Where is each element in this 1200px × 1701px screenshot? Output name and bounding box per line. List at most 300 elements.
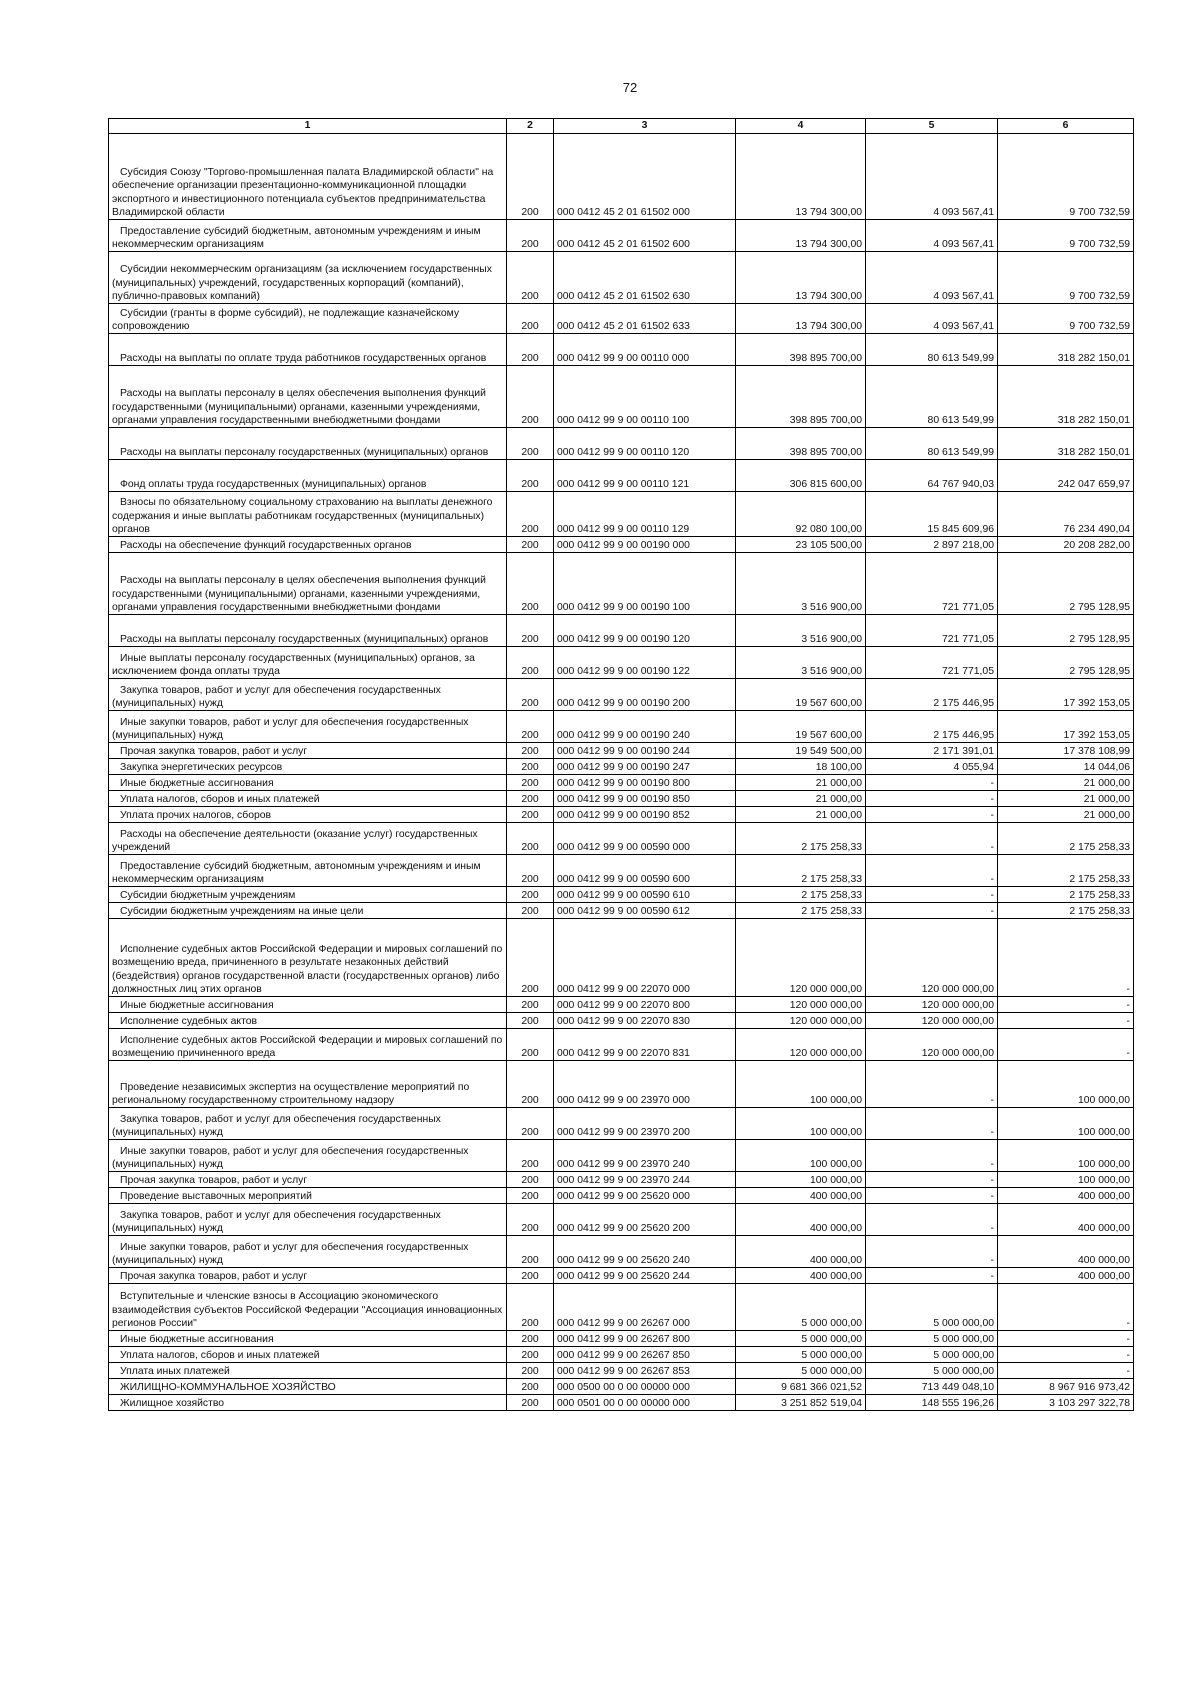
expense-name-cell: Иные выплаты персоналу государственных (муниципальных) органов, за исключением фонда оплаты труда — [109, 647, 507, 679]
executed-amount-cell: 2 897 218,00 — [866, 537, 998, 553]
header-col-4: 4 — [736, 119, 866, 134]
line-code-cell: 200 — [507, 791, 554, 807]
table-row — [109, 537, 1134, 553]
budget-classification-code-cell: 000 0412 99 9 00 25620 000 — [554, 1188, 736, 1204]
budget-classification-code-cell: 000 0412 99 9 00 00190 800 — [554, 775, 736, 791]
executed-amount-cell: 4 093 567,41 — [866, 304, 998, 334]
executed-amount-cell: - — [866, 1140, 998, 1172]
unexecuted-amount-cell: 21 000,00 — [998, 791, 1134, 807]
expense-name-cell: Жилищное хозяйство — [109, 1395, 507, 1411]
expense-name-cell: Расходы на выплаты персоналу государственных (муниципальных) органов — [109, 428, 507, 460]
line-code-cell: 200 — [507, 1347, 554, 1363]
executed-amount-cell: - — [866, 1061, 998, 1108]
executed-amount-cell: - — [866, 807, 998, 823]
budget-classification-code-cell: 000 0412 45 2 01 61502 000 — [554, 134, 736, 220]
table-row — [109, 887, 1134, 903]
line-code-cell: 200 — [507, 679, 554, 711]
executed-amount-cell: 120 000 000,00 — [866, 997, 998, 1013]
executed-amount-cell: - — [866, 903, 998, 919]
approved-amount-cell: 21 000,00 — [736, 807, 866, 823]
table-row — [109, 1347, 1134, 1363]
table-row — [109, 1061, 1134, 1108]
table-row — [109, 492, 1134, 537]
header-col-3: 3 — [554, 119, 736, 134]
expense-name-cell: Уплата налогов, сборов и иных платежей — [109, 1347, 507, 1363]
budget-classification-code-cell: 000 0412 99 9 00 22070 830 — [554, 1013, 736, 1029]
expense-name-cell: Расходы на выплаты персоналу в целях обеспечения выполнения функций государственными (муниципальными) органами, казенными учреждениями, органами управления государственными внебюджетными фондами — [109, 366, 507, 428]
executed-amount-cell: 2 175 446,95 — [866, 679, 998, 711]
executed-amount-cell: - — [866, 791, 998, 807]
line-code-cell: 200 — [507, 1061, 554, 1108]
unexecuted-amount-cell: 2 175 258,33 — [998, 855, 1134, 887]
executed-amount-cell: 721 771,05 — [866, 553, 998, 615]
budget-classification-code-cell: 000 0412 45 2 01 61502 600 — [554, 220, 736, 252]
budget-classification-code-cell: 000 0500 00 0 00 00000 000 — [554, 1379, 736, 1395]
header-col-2: 2 — [507, 119, 554, 134]
executed-amount-cell: 64 767 940,03 — [866, 460, 998, 492]
line-code-cell: 200 — [507, 1108, 554, 1140]
budget-classification-code-cell: 000 0412 99 9 00 00590 000 — [554, 823, 736, 855]
expense-name-cell: Закупка товаров, работ и услуг для обеспечения государственных (муниципальных) нужд — [109, 1204, 507, 1236]
line-code-cell: 200 — [507, 711, 554, 743]
approved-amount-cell: 19 549 500,00 — [736, 743, 866, 759]
unexecuted-amount-cell: 17 378 108,99 — [998, 743, 1134, 759]
approved-amount-cell: 120 000 000,00 — [736, 919, 866, 997]
expense-name-cell: Уплата прочих налогов, сборов — [109, 807, 507, 823]
budget-classification-code-cell: 000 0412 99 9 00 23970 000 — [554, 1061, 736, 1108]
table-row — [109, 134, 1134, 220]
approved-amount-cell: 18 100,00 — [736, 759, 866, 775]
table-row — [109, 1140, 1134, 1172]
approved-amount-cell: 3 516 900,00 — [736, 647, 866, 679]
table-row — [109, 1379, 1134, 1395]
unexecuted-amount-cell: 400 000,00 — [998, 1236, 1134, 1268]
line-code-cell: 200 — [507, 807, 554, 823]
budget-classification-code-cell: 000 0412 45 2 01 61502 633 — [554, 304, 736, 334]
executed-amount-cell: 120 000 000,00 — [866, 1029, 998, 1061]
executed-amount-cell: 4 093 567,41 — [866, 220, 998, 252]
approved-amount-cell: 398 895 700,00 — [736, 428, 866, 460]
approved-amount-cell: 19 567 600,00 — [736, 679, 866, 711]
budget-classification-code-cell: 000 0412 99 9 00 00190 247 — [554, 759, 736, 775]
unexecuted-amount-cell: 400 000,00 — [998, 1204, 1134, 1236]
expense-name-cell: Иные бюджетные ассигнования — [109, 1331, 507, 1347]
approved-amount-cell: 92 080 100,00 — [736, 492, 866, 537]
approved-amount-cell: 306 815 600,00 — [736, 460, 866, 492]
unexecuted-amount-cell: 76 234 490,04 — [998, 492, 1134, 537]
unexecuted-amount-cell: 2 175 258,33 — [998, 823, 1134, 855]
table-row — [109, 1188, 1134, 1204]
unexecuted-amount-cell: 8 967 916 973,42 — [998, 1379, 1134, 1395]
line-code-cell: 200 — [507, 1013, 554, 1029]
line-code-cell: 200 — [507, 919, 554, 997]
line-code-cell: 200 — [507, 1172, 554, 1188]
unexecuted-amount-cell: 318 282 150,01 — [998, 334, 1134, 366]
expense-name-cell: Уплата налогов, сборов и иных платежей — [109, 791, 507, 807]
executed-amount-cell: 80 613 549,99 — [866, 366, 998, 428]
table-row — [109, 1029, 1134, 1061]
approved-amount-cell: 120 000 000,00 — [736, 1013, 866, 1029]
budget-classification-code-cell: 000 0412 99 9 00 00190 000 — [554, 537, 736, 553]
table-row — [109, 855, 1134, 887]
expense-name-cell: Проведение независимых экспертиз на осуществление мероприятий по региональному государственному строительному надзору — [109, 1061, 507, 1108]
expense-name-cell: Прочая закупка товаров, работ и услуг — [109, 743, 507, 759]
unexecuted-amount-cell: - — [998, 997, 1134, 1013]
approved-amount-cell: 3 516 900,00 — [736, 615, 866, 647]
line-code-cell: 200 — [507, 252, 554, 304]
expense-name-cell: Расходы на обеспечение функций государственных органов — [109, 537, 507, 553]
budget-classification-code-cell: 000 0412 99 9 00 22070 000 — [554, 919, 736, 997]
line-code-cell: 200 — [507, 1363, 554, 1379]
approved-amount-cell: 5 000 000,00 — [736, 1347, 866, 1363]
table-row — [109, 775, 1134, 791]
table-row — [109, 743, 1134, 759]
unexecuted-amount-cell: 21 000,00 — [998, 807, 1134, 823]
line-code-cell: 200 — [507, 537, 554, 553]
unexecuted-amount-cell: - — [998, 1363, 1134, 1379]
expense-name-cell: Уплата иных платежей — [109, 1363, 507, 1379]
expense-name-cell: Субсидии (гранты в форме субсидий), не подлежащие казначейскому сопровождению — [109, 304, 507, 334]
line-code-cell: 200 — [507, 1140, 554, 1172]
expense-name-cell: Прочая закупка товаров, работ и услуг — [109, 1268, 507, 1284]
expense-name-cell: Иные бюджетные ассигнования — [109, 997, 507, 1013]
line-code-cell: 200 — [507, 855, 554, 887]
expense-name-cell: Предоставление субсидий бюджетным, автономным учреждениям и иным некоммерческим организациям — [109, 220, 507, 252]
budget-classification-code-cell: 000 0412 99 9 00 26267 850 — [554, 1347, 736, 1363]
executed-amount-cell: 721 771,05 — [866, 615, 998, 647]
executed-amount-cell: 120 000 000,00 — [866, 1013, 998, 1029]
approved-amount-cell: 398 895 700,00 — [736, 334, 866, 366]
executed-amount-cell: - — [866, 1236, 998, 1268]
expense-name-cell: Закупка товаров, работ и услуг для обеспечения государственных (муниципальных) нужд — [109, 679, 507, 711]
budget-classification-code-cell: 000 0412 99 9 00 00110 000 — [554, 334, 736, 366]
unexecuted-amount-cell: 17 392 153,05 — [998, 711, 1134, 743]
approved-amount-cell: 3 251 852 519,04 — [736, 1395, 866, 1411]
expense-name-cell: Закупка энергетических ресурсов — [109, 759, 507, 775]
executed-amount-cell: - — [866, 775, 998, 791]
budget-classification-code-cell: 000 0412 99 9 00 00590 610 — [554, 887, 736, 903]
line-code-cell: 200 — [507, 759, 554, 775]
approved-amount-cell: 100 000,00 — [736, 1061, 866, 1108]
approved-amount-cell: 19 567 600,00 — [736, 711, 866, 743]
unexecuted-amount-cell: 318 282 150,01 — [998, 428, 1134, 460]
expense-name-cell: Фонд оплаты труда государственных (муниципальных) органов — [109, 460, 507, 492]
approved-amount-cell: 9 681 366 021,52 — [736, 1379, 866, 1395]
approved-amount-cell: 398 895 700,00 — [736, 366, 866, 428]
budget-classification-code-cell: 000 0412 99 9 00 00590 612 — [554, 903, 736, 919]
budget-classification-code-cell: 000 0412 99 9 00 00190 200 — [554, 679, 736, 711]
unexecuted-amount-cell: 242 047 659,97 — [998, 460, 1134, 492]
executed-amount-cell: 4 093 567,41 — [866, 134, 998, 220]
line-code-cell: 200 — [507, 460, 554, 492]
budget-classification-code-cell: 000 0412 99 9 00 23970 200 — [554, 1108, 736, 1140]
budget-classification-code-cell: 000 0412 99 9 00 00190 852 — [554, 807, 736, 823]
executed-amount-cell: 721 771,05 — [866, 647, 998, 679]
line-code-cell: 200 — [507, 134, 554, 220]
expense-name-cell: Расходы на выплаты персоналу государственных (муниципальных) органов — [109, 615, 507, 647]
unexecuted-amount-cell: 2 795 128,95 — [998, 553, 1134, 615]
executed-amount-cell: 4 093 567,41 — [866, 252, 998, 304]
table-row — [109, 334, 1134, 366]
budget-classification-code-cell: 000 0412 99 9 00 00590 600 — [554, 855, 736, 887]
approved-amount-cell: 2 175 258,33 — [736, 887, 866, 903]
expense-name-cell: Расходы на выплаты персоналу в целях обеспечения выполнения функций государственными (муниципальными) органами, казенными учреждениями, органами управления государственными внебюджетными фондами — [109, 553, 507, 615]
budget-classification-code-cell: 000 0501 00 0 00 00000 000 — [554, 1395, 736, 1411]
page-number: 72 — [622, 80, 638, 95]
table-row — [109, 1172, 1134, 1188]
budget-classification-code-cell: 000 0412 99 9 00 00190 850 — [554, 791, 736, 807]
budget-classification-code-cell: 000 0412 99 9 00 00110 100 — [554, 366, 736, 428]
unexecuted-amount-cell: 9 700 732,59 — [998, 134, 1134, 220]
executed-amount-cell: 148 555 196,26 — [866, 1395, 998, 1411]
executed-amount-cell: - — [866, 887, 998, 903]
unexecuted-amount-cell: 100 000,00 — [998, 1061, 1134, 1108]
budget-classification-code-cell: 000 0412 99 9 00 00190 244 — [554, 743, 736, 759]
executed-amount-cell: 120 000 000,00 — [866, 919, 998, 997]
table-row — [109, 997, 1134, 1013]
table-row — [109, 304, 1134, 334]
budget-classification-code-cell: 000 0412 99 9 00 26267 853 — [554, 1363, 736, 1379]
expense-name-cell: Иные закупки товаров, работ и услуг для обеспечения государственных (муниципальных) нужд — [109, 1236, 507, 1268]
approved-amount-cell: 3 516 900,00 — [736, 553, 866, 615]
approved-amount-cell: 13 794 300,00 — [736, 252, 866, 304]
expense-name-cell: ЖИЛИЩНО-КОММУНАЛЬНОЕ ХОЗЯЙСТВО — [109, 1379, 507, 1395]
unexecuted-amount-cell: 100 000,00 — [998, 1140, 1134, 1172]
table-row — [109, 1013, 1134, 1029]
budget-classification-code-cell: 000 0412 99 9 00 00110 121 — [554, 460, 736, 492]
unexecuted-amount-cell: 9 700 732,59 — [998, 252, 1134, 304]
table-row — [109, 220, 1134, 252]
line-code-cell: 200 — [507, 492, 554, 537]
expense-name-cell: Предоставление субсидий бюджетным, автономным учреждениям и иным некоммерческим организациям — [109, 855, 507, 887]
line-code-cell: 200 — [507, 334, 554, 366]
table-row — [109, 366, 1134, 428]
expense-name-cell: Исполнение судебных актов Российской Федерации и мировых соглашений по возмещению причиненного вреда — [109, 1029, 507, 1061]
approved-amount-cell: 21 000,00 — [736, 775, 866, 791]
budget-classification-code-cell: 000 0412 99 9 00 00190 122 — [554, 647, 736, 679]
approved-amount-cell: 13 794 300,00 — [736, 304, 866, 334]
table-row — [109, 807, 1134, 823]
approved-amount-cell: 23 105 500,00 — [736, 537, 866, 553]
unexecuted-amount-cell: - — [998, 919, 1134, 997]
expense-name-cell: Субсидия Союзу "Торгово-промышленная палата Владимирской области" на обеспечение организации презентационно-коммуникационной площадки экспортного и инвестиционного потенциала субъектов предпринимательства Владимирской области — [109, 134, 507, 220]
line-code-cell: 200 — [507, 743, 554, 759]
executed-amount-cell: 713 449 048,10 — [866, 1379, 998, 1395]
unexecuted-amount-cell: 9 700 732,59 — [998, 304, 1134, 334]
unexecuted-amount-cell: 2 795 128,95 — [998, 615, 1134, 647]
expense-name-cell: Расходы на выплаты по оплате труда работников государственных органов — [109, 334, 507, 366]
executed-amount-cell: - — [866, 1268, 998, 1284]
approved-amount-cell: 400 000,00 — [736, 1204, 866, 1236]
approved-amount-cell: 5 000 000,00 — [736, 1284, 866, 1331]
line-code-cell: 200 — [507, 1395, 554, 1411]
expense-name-cell: Субсидии некоммерческим организациям (за исключением государственных (муниципальных) учреждений, государственных корпораций (компаний), публично-правовых компаний) — [109, 252, 507, 304]
executed-amount-cell: 5 000 000,00 — [866, 1331, 998, 1347]
budget-classification-code-cell: 000 0412 99 9 00 26267 800 — [554, 1331, 736, 1347]
unexecuted-amount-cell: 400 000,00 — [998, 1268, 1134, 1284]
budget-classification-code-cell: 000 0412 99 9 00 00190 240 — [554, 711, 736, 743]
header-col-6: 6 — [998, 119, 1134, 134]
table-row — [109, 919, 1134, 997]
line-code-cell: 200 — [507, 615, 554, 647]
approved-amount-cell: 5 000 000,00 — [736, 1363, 866, 1379]
table-row — [109, 647, 1134, 679]
table-row — [109, 711, 1134, 743]
unexecuted-amount-cell: 20 208 282,00 — [998, 537, 1134, 553]
approved-amount-cell: 2 175 258,33 — [736, 823, 866, 855]
expense-name-cell: Иные закупки товаров, работ и услуг для обеспечения государственных (муниципальных) нужд — [109, 1140, 507, 1172]
unexecuted-amount-cell: - — [998, 1284, 1134, 1331]
budget-classification-code-cell: 000 0412 99 9 00 25620 244 — [554, 1268, 736, 1284]
unexecuted-amount-cell: 14 044,06 — [998, 759, 1134, 775]
budget-classification-code-cell: 000 0412 99 9 00 25620 240 — [554, 1236, 736, 1268]
executed-amount-cell: 5 000 000,00 — [866, 1347, 998, 1363]
unexecuted-amount-cell: 100 000,00 — [998, 1108, 1134, 1140]
column-number-header-row — [109, 119, 1134, 134]
executed-amount-cell: 5 000 000,00 — [866, 1284, 998, 1331]
executed-amount-cell: 15 845 609,96 — [866, 492, 998, 537]
unexecuted-amount-cell: 100 000,00 — [998, 1172, 1134, 1188]
approved-amount-cell: 120 000 000,00 — [736, 1029, 866, 1061]
line-code-cell: 200 — [507, 823, 554, 855]
expense-name-cell: Закупка товаров, работ и услуг для обеспечения государственных (муниципальных) нужд — [109, 1108, 507, 1140]
approved-amount-cell: 2 175 258,33 — [736, 855, 866, 887]
line-code-cell: 200 — [507, 1331, 554, 1347]
table-row — [109, 1268, 1134, 1284]
line-code-cell: 200 — [507, 220, 554, 252]
expense-name-cell: Иные закупки товаров, работ и услуг для обеспечения государственных (муниципальных) нужд — [109, 711, 507, 743]
expense-name-cell: Исполнение судебных актов Российской Федерации и мировых соглашений по возмещению вреда, причиненного в результате незаконных действий (бездействия) органов государственной власти (государственных органов) либо должностных лиц этих органов — [109, 919, 507, 997]
line-code-cell: 200 — [507, 1029, 554, 1061]
approved-amount-cell: 5 000 000,00 — [736, 1331, 866, 1347]
budget-classification-code-cell: 000 0412 99 9 00 23970 244 — [554, 1172, 736, 1188]
executed-amount-cell: 2 171 391,01 — [866, 743, 998, 759]
unexecuted-amount-cell: 400 000,00 — [998, 1188, 1134, 1204]
approved-amount-cell: 400 000,00 — [736, 1268, 866, 1284]
approved-amount-cell: 120 000 000,00 — [736, 997, 866, 1013]
expense-name-cell: Проведение выставочных мероприятий — [109, 1188, 507, 1204]
line-code-cell: 200 — [507, 903, 554, 919]
table-row — [109, 1284, 1134, 1331]
line-code-cell: 200 — [507, 1268, 554, 1284]
executed-amount-cell: - — [866, 1108, 998, 1140]
approved-amount-cell: 100 000,00 — [736, 1140, 866, 1172]
budget-execution-table — [108, 118, 1134, 1411]
line-code-cell: 200 — [507, 1204, 554, 1236]
table-row — [109, 1363, 1134, 1379]
executed-amount-cell: 80 613 549,99 — [866, 334, 998, 366]
line-code-cell: 200 — [507, 304, 554, 334]
unexecuted-amount-cell: 2 175 258,33 — [998, 887, 1134, 903]
budget-classification-code-cell: 000 0412 99 9 00 25620 200 — [554, 1204, 736, 1236]
header-col-1: 1 — [109, 119, 507, 134]
line-code-cell: 200 — [507, 887, 554, 903]
line-code-cell: 200 — [507, 997, 554, 1013]
header-col-5: 5 — [866, 119, 998, 134]
budget-classification-code-cell: 000 0412 99 9 00 00190 100 — [554, 553, 736, 615]
expense-name-cell: Иные бюджетные ассигнования — [109, 775, 507, 791]
table-row — [109, 823, 1134, 855]
table-row — [109, 428, 1134, 460]
unexecuted-amount-cell: 2 795 128,95 — [998, 647, 1134, 679]
line-code-cell: 200 — [507, 1236, 554, 1268]
unexecuted-amount-cell: - — [998, 1029, 1134, 1061]
approved-amount-cell: 13 794 300,00 — [736, 134, 866, 220]
expense-name-cell: Взносы по обязательному социальному страхованию на выплаты денежного содержания и иные выплаты работникам государственных (муниципальных) органов — [109, 492, 507, 537]
table-row — [109, 903, 1134, 919]
approved-amount-cell: 400 000,00 — [736, 1236, 866, 1268]
table-row — [109, 460, 1134, 492]
table-row — [109, 1204, 1134, 1236]
line-code-cell: 200 — [507, 553, 554, 615]
approved-amount-cell: 2 175 258,33 — [736, 903, 866, 919]
budget-classification-code-cell: 000 0412 99 9 00 22070 831 — [554, 1029, 736, 1061]
table-row — [109, 759, 1134, 775]
budget-classification-code-cell: 000 0412 99 9 00 23970 240 — [554, 1140, 736, 1172]
line-code-cell: 200 — [507, 366, 554, 428]
executed-amount-cell: - — [866, 823, 998, 855]
approved-amount-cell: 400 000,00 — [736, 1188, 866, 1204]
budget-classification-code-cell: 000 0412 99 9 00 00190 120 — [554, 615, 736, 647]
unexecuted-amount-cell: 3 103 297 322,78 — [998, 1395, 1134, 1411]
executed-amount-cell: 2 175 446,95 — [866, 711, 998, 743]
budget-classification-code-cell: 000 0412 45 2 01 61502 630 — [554, 252, 736, 304]
budget-classification-code-cell: 000 0412 99 9 00 22070 800 — [554, 997, 736, 1013]
unexecuted-amount-cell: 2 175 258,33 — [998, 903, 1134, 919]
budget-classification-code-cell: 000 0412 99 9 00 00110 129 — [554, 492, 736, 537]
expense-name-cell: Вступительные и членские взносы в Ассоциацию экономического взаимодействия субъектов Российской Федерации "Ассоциация инновационных регионов России" — [109, 1284, 507, 1331]
line-code-cell: 200 — [507, 428, 554, 460]
line-code-cell: 200 — [507, 1284, 554, 1331]
table-row — [109, 1395, 1134, 1411]
executed-amount-cell: - — [866, 1188, 998, 1204]
approved-amount-cell: 100 000,00 — [736, 1172, 866, 1188]
executed-amount-cell: 80 613 549,99 — [866, 428, 998, 460]
executed-amount-cell: 4 055,94 — [866, 759, 998, 775]
expense-name-cell: Субсидии бюджетным учреждениям — [109, 887, 507, 903]
budget-classification-code-cell: 000 0412 99 9 00 00110 120 — [554, 428, 736, 460]
line-code-cell: 200 — [507, 1188, 554, 1204]
executed-amount-cell: - — [866, 1204, 998, 1236]
executed-amount-cell: - — [866, 855, 998, 887]
approved-amount-cell: 21 000,00 — [736, 791, 866, 807]
table-row — [109, 1108, 1134, 1140]
table-row — [109, 252, 1134, 304]
unexecuted-amount-cell: - — [998, 1013, 1134, 1029]
unexecuted-amount-cell: 17 392 153,05 — [998, 679, 1134, 711]
approved-amount-cell: 13 794 300,00 — [736, 220, 866, 252]
expense-name-cell: Субсидии бюджетным учреждениям на иные цели — [109, 903, 507, 919]
unexecuted-amount-cell: - — [998, 1331, 1134, 1347]
line-code-cell: 200 — [507, 775, 554, 791]
approved-amount-cell: 100 000,00 — [736, 1108, 866, 1140]
table-row — [109, 553, 1134, 615]
unexecuted-amount-cell: 9 700 732,59 — [998, 220, 1134, 252]
expense-name-cell: Расходы на обеспечение деятельности (оказание услуг) государственных учреждений — [109, 823, 507, 855]
table-row — [109, 615, 1134, 647]
executed-amount-cell: 5 000 000,00 — [866, 1363, 998, 1379]
table-row — [109, 679, 1134, 711]
expense-name-cell: Исполнение судебных актов — [109, 1013, 507, 1029]
table-row — [109, 1236, 1134, 1268]
unexecuted-amount-cell: 21 000,00 — [998, 775, 1134, 791]
unexecuted-amount-cell: 318 282 150,01 — [998, 366, 1134, 428]
table-row — [109, 1331, 1134, 1347]
table-row — [109, 791, 1134, 807]
line-code-cell: 200 — [507, 647, 554, 679]
expense-name-cell: Прочая закупка товаров, работ и услуг — [109, 1172, 507, 1188]
executed-amount-cell: - — [866, 1172, 998, 1188]
